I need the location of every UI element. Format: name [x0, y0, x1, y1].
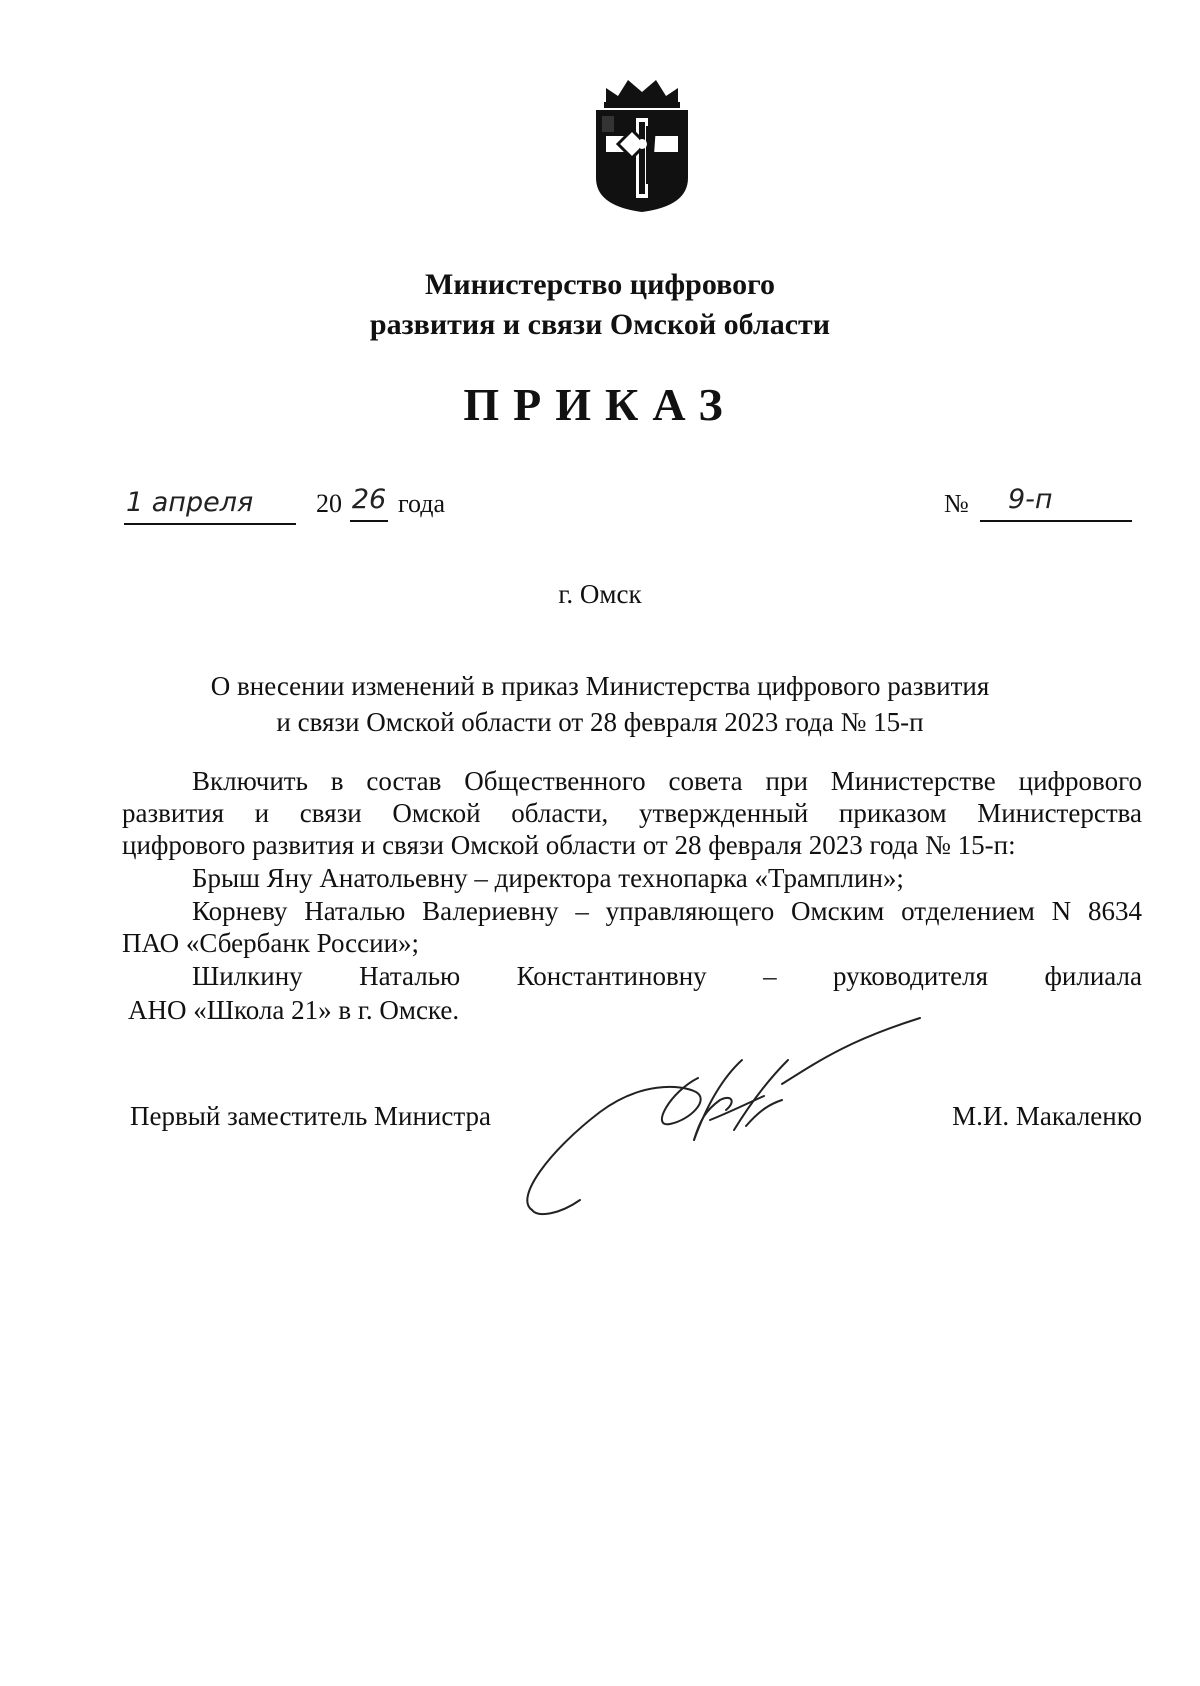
body-paragraph-line3: цифрового развития и связи Омской области от 28 февраля 2023 года № 15-п: — [122, 830, 1016, 860]
year-word: года — [398, 489, 446, 518]
list-item-2-line2: ПАО «Сбербанк России»; — [122, 928, 420, 958]
ministry-name-line2: развития и связи Омской области — [369, 308, 831, 341]
handwritten-signature — [520, 1000, 940, 1230]
document-number-value: 9-п — [1008, 484, 1053, 515]
subject-line1: О внесении изменений в приказ Министерства цифрового развития — [210, 671, 990, 701]
body-paragraph-line1: Включить в состав Общественного совета при Министерстве цифрового — [192, 766, 1142, 796]
list-item-3-line1: Шилкину Наталью Константиновну – руководителя филиала — [192, 961, 1142, 991]
coat-of-arms-emblem — [586, 74, 698, 214]
city: г. Омск — [558, 579, 642, 609]
document-number-field — [980, 484, 1132, 522]
signatory-position: Первый заместитель Министра — [130, 1101, 491, 1131]
signatory-name: М.И. Макаленко — [952, 1101, 1142, 1131]
document-title: ПРИКАЗ — [463, 379, 737, 430]
date-day-value: 1 апреля — [126, 487, 254, 518]
list-item-2-line1: Корневу Наталью Валериевну – управляющего Омским отделением N 8634 — [192, 896, 1142, 926]
ministry-name-line1: Министерство цифрового — [425, 268, 775, 301]
list-item-1: Брыш Яну Анатольевну – директора технопарка «Трамплин»; — [192, 863, 904, 893]
year-suffix-field: 26 — [350, 484, 388, 522]
list-item-3-line2: АНО «Школа 21» в г. Омске. — [128, 995, 460, 1025]
date-day-field — [124, 487, 296, 525]
year-prefix: 20 — [316, 489, 342, 518]
subject-line2: и связи Омской области от 28 февраля 2023 года № 15-п — [276, 707, 924, 737]
body-paragraph-line2: развития и связи Омской области, утвержденный приказом Министерства — [122, 798, 1142, 828]
number-sign: № — [944, 489, 969, 518]
